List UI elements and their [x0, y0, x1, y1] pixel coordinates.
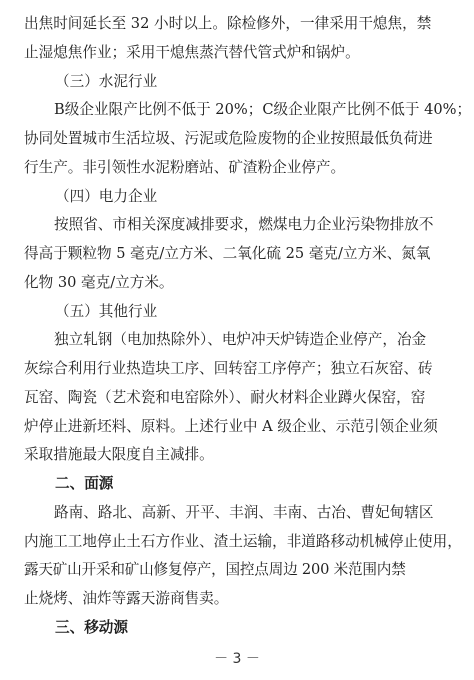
- paragraph-line: 按照省、市相关深度减排要求，燃煤电力企业污染物排放不: [54, 216, 434, 234]
- paragraph-line: 得高于颗粒物 5 毫克/立方米、二氧化硫 25 毫克/立方米、氮氧: [24, 245, 431, 263]
- paragraph-line: 路南、路北、高新、开平、丰润、丰南、古冶、曹妃甸辖区: [54, 503, 434, 521]
- paragraph-line: 止湿熄焦作业；采用干熄焦蒸汽替代管式炉和锅炉。: [24, 43, 360, 61]
- section-heading: 三、移动源: [55, 619, 128, 636]
- paragraph-line: 炉停止进新坯料、原料。上述行业中 A 级企业、示范引领企业须: [24, 417, 438, 435]
- section-heading: （四）电力企业: [55, 187, 158, 205]
- section-heading: （三）水泥行业: [55, 72, 158, 90]
- section-heading: 二、面源: [55, 475, 114, 493]
- paragraph-line: 化物 30 毫克/立方米。: [24, 273, 174, 291]
- page-number: － 3 －: [214, 651, 260, 667]
- paragraph-line: B级企业限产比例不低于 20%；C级企业限产比例不低于 40%；: [54, 101, 472, 119]
- paragraph-line: 独立轧钢（电加热除外）、电炉冲天炉铸造企业停产，冶金: [54, 331, 427, 349]
- paragraph-line: 协同处置城市生活垃圾、污泥或危险废物的企业按照最低负荷进: [24, 130, 433, 148]
- paragraph-line: 出焦时间延长至 32 小时以上。除检修外，一律采用干熄焦，禁: [24, 15, 432, 32]
- paragraph-line: 露天矿山开采和矿山修复停产，国控点周边 200 米范围内禁: [24, 561, 406, 579]
- paragraph-line: 止烧烤、油炸等露天游商售卖。: [24, 590, 229, 608]
- paragraph-line: 采取措施最大限度自主减排。: [24, 446, 214, 464]
- paragraph-line: 行生产。非引领性水泥粉磨站、矿渣粉企业停产。: [24, 158, 346, 176]
- paragraph-line: 瓦窑、陶瓷（艺术瓷和电窑除外）、耐火材料企业蹲火保窑，窑: [24, 388, 426, 406]
- paragraph-line: 灰综合利用行业热造块工序、回转窑工序停产；独立石灰窑、砖: [24, 360, 433, 378]
- section-heading: （五）其他行业: [55, 302, 158, 320]
- paragraph-line: 内施工工地停止土石方作业、渣土运输，非道路移动机械停止使用，: [24, 532, 462, 550]
